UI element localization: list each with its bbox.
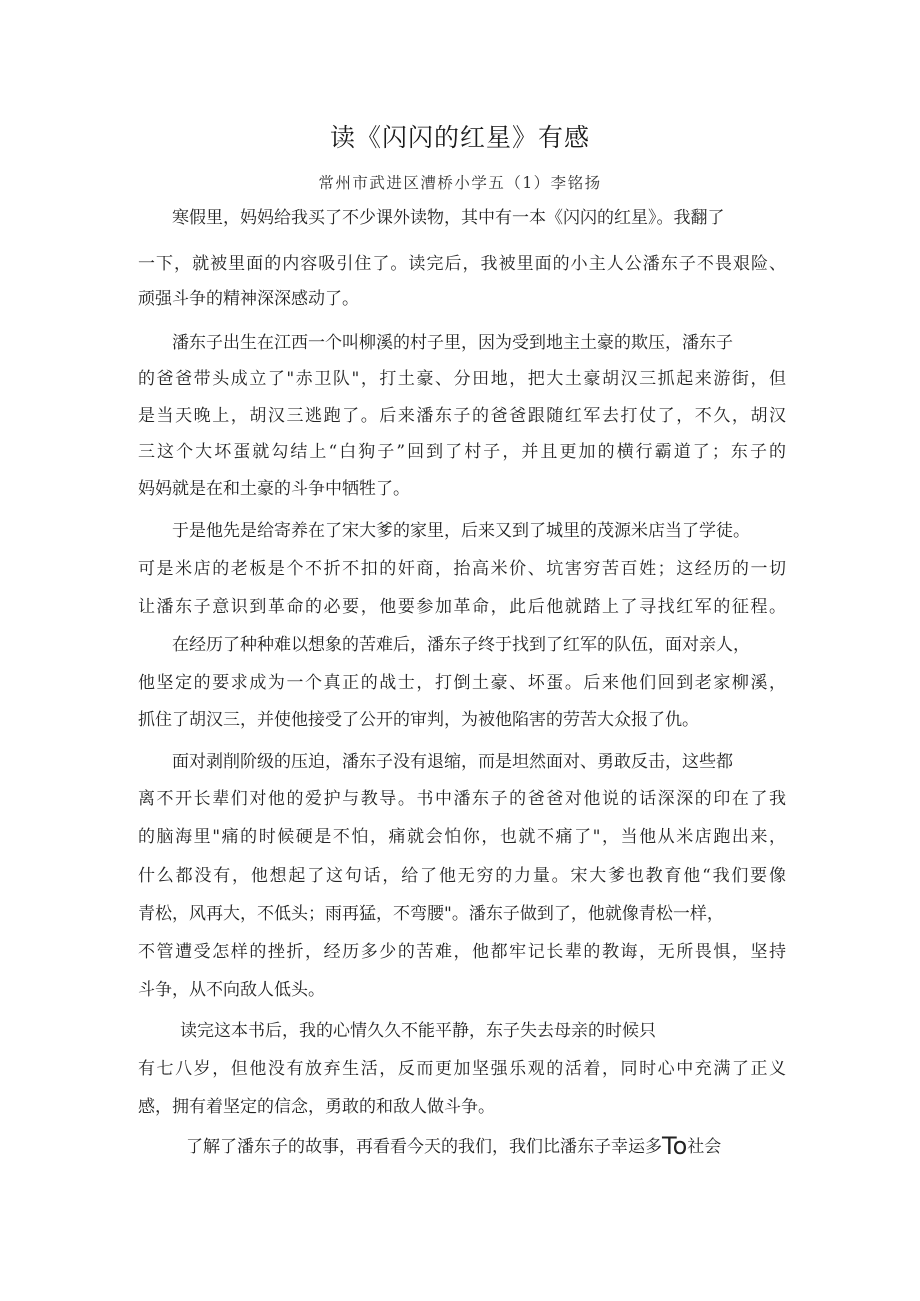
text-line: 离不开长辈们对他的爱护与教导。书中潘东子的爸爸对他说的话深深的印在了我 bbox=[138, 789, 786, 809]
text-line-last-big: To bbox=[662, 1133, 688, 1160]
text-line: 面对剥削阶级的压迫，潘东子没有退缩，而是坦然面对、勇敢反击，这些都 bbox=[172, 752, 733, 772]
text-line-last-start: 了解了潘东子的故事，再看看今天的我们，我们比潘东子幸运多 bbox=[186, 1137, 662, 1157]
text-line: 抓住了胡汉三，并使他接受了公开的审判，为被他陷害的劳苦大众报了仇。 bbox=[138, 710, 699, 730]
text-line: 斗争，从不向敌人低头。 bbox=[138, 980, 325, 1000]
text-line: 妈妈就是在和土豪的斗争中牺牲了。 bbox=[138, 479, 410, 499]
text-line: 有七八岁，但他没有放弃生活，反而更加坚强乐观的活着，同时心中充满了正义 bbox=[138, 1059, 786, 1079]
text-line: 三这个大坏蛋就勾结上“白狗子”回到了村子，并且更加的横行霸道了；东子的 bbox=[138, 442, 786, 462]
text-line: 可是米店的老板是个不折不扣的奸商，抬高米价、坑害穷苦百姓；这经历的一切 bbox=[138, 559, 786, 579]
text-line-last-tail: 社会 bbox=[687, 1137, 722, 1157]
text-line: 是当天晚上，胡汉三逃跑了。后来潘东子的爸爸跟随红军去打仗了，不久，胡汉 bbox=[138, 406, 786, 426]
text-line: 让潘东子意识到革命的必要，他要参加革命，此后他就踏上了寻找红军的征程。 bbox=[138, 597, 786, 617]
text-line: 他坚定的要求成为一个真正的战士，打倒土豪、坏蛋。后来他们回到老家柳溪， bbox=[138, 673, 786, 693]
text-line: 于是他先是给寄养在了宋大爹的家里，后来又到了城里的茂源米店当了学徒。 bbox=[172, 521, 750, 541]
text-line: 潘东子出生在江西一个叫柳溪的村子里，因为受到地主土豪的欺压，潘东子 bbox=[172, 333, 733, 353]
text-line: 一下，就被里面的内容吸引住了。读完后，我被里面的小主人公潘东子不畏艰险、 bbox=[138, 254, 786, 274]
text-line: 顽强斗争的精神深深感动了。 bbox=[138, 289, 359, 309]
document-title: 读《闪闪的红星》有感 bbox=[329, 123, 590, 152]
text-line: 的爸爸带头成立了"赤卫队"，打土豪、分田地，把大土豪胡汉三抓起来游街，但 bbox=[138, 369, 786, 389]
text-line: 感，拥有着坚定的信念，勇敢的和敌人做斗争。 bbox=[138, 1097, 495, 1117]
document-author: 常州市武进区漕桥小学五（1）李铭扬 bbox=[318, 174, 602, 192]
text-line-last bbox=[186, 1133, 786, 1160]
text-line: 在经历了种种难以想象的苦难后，潘东子终于找到了红军的队伍，面对亲人， bbox=[172, 635, 750, 655]
text-line: 不管遭受怎样的挫折，经历多少的苦难，他都牢记长辈的教诲，无所畏惧，坚持 bbox=[138, 942, 786, 962]
text-line: 读完这本书后，我的心情久久不能平静，东子失去母亲的时候只 bbox=[180, 1021, 656, 1041]
text-line: 青松，风再大，不低头；雨再猛，不弯腰"。潘东子做到了，他就像青松一样， bbox=[138, 904, 724, 924]
text-line: 什么都没有，他想起了这句话，给了他无穷的力量。宋大爹也教育他“我们要像 bbox=[138, 866, 786, 886]
text-line: 寒假里，妈妈给我买了不少课外读物，其中有一本《闪闪的红星》。我翻了 bbox=[172, 208, 725, 228]
text-line: 的脑海里"痛的时候硬是不怕，痛就会怕你，也就不痛了"，当他从米店跑出来， bbox=[138, 827, 786, 847]
